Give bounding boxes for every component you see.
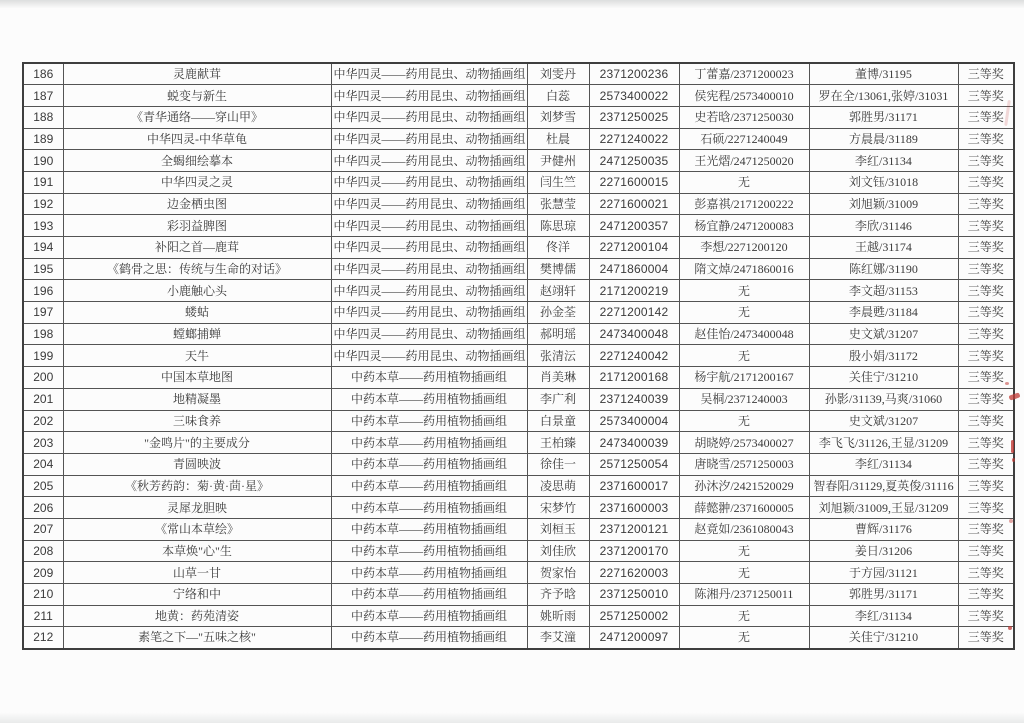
- cell-author: 陈思琼: [527, 215, 589, 237]
- cell-group: 中华四灵——药用昆虫、动物插画组: [331, 258, 527, 280]
- cell-author: 肖美琳: [527, 367, 589, 389]
- cell-teacher: 史文斌/31207: [809, 410, 958, 432]
- cell-award: 三等奖: [958, 388, 1014, 410]
- scan-edge-top: [0, 0, 1024, 10]
- cell-award: 三等奖: [958, 410, 1014, 432]
- cell-author: 白景童: [527, 410, 589, 432]
- cell-title: 本草焕"心"生: [63, 540, 331, 562]
- cell-no: 202: [23, 410, 63, 432]
- cell-collaborator: 侯宪程/2573400010: [679, 85, 809, 107]
- cell-author: 张慧莹: [527, 193, 589, 215]
- table-row: [23, 85, 1014, 107]
- cell-title: 彩羽益脾图: [63, 215, 331, 237]
- red-pen-scan-mark: [1005, 382, 1009, 385]
- cell-teacher: 王越/31174: [809, 237, 958, 259]
- cell-teacher: 曹辉/31176: [809, 518, 958, 540]
- cell-no: 197: [23, 302, 63, 324]
- cell-title: 地精凝墨: [63, 388, 331, 410]
- cell-teacher: 刘文钰/31018: [809, 171, 958, 193]
- cell-group: 中药本草——药用植物插画组: [331, 518, 527, 540]
- cell-no: 195: [23, 258, 63, 280]
- cell-student-id: 2573400004: [589, 410, 679, 432]
- cell-student-id: 2571250054: [589, 453, 679, 475]
- table-row: [23, 388, 1014, 410]
- cell-student-id: 2271620003: [589, 562, 679, 584]
- red-pen-scan-mark: [1012, 458, 1015, 462]
- red-pen-scan-mark: [1009, 519, 1013, 523]
- cell-student-id: 2171200219: [589, 280, 679, 302]
- cell-title: 蜕变与新生: [63, 85, 331, 107]
- cell-student-id: 2371250010: [589, 584, 679, 606]
- table-row: [23, 540, 1014, 562]
- scan-edge-bottom: [0, 711, 1024, 723]
- table-row: [23, 302, 1014, 324]
- cell-no: 201: [23, 388, 63, 410]
- cell-collaborator: 陈湘丹/2371250011: [679, 584, 809, 606]
- cell-student-id: 2271240042: [589, 345, 679, 367]
- cell-teacher: 郭胜男/31171: [809, 584, 958, 606]
- cell-collaborator: 无: [679, 410, 809, 432]
- cell-group: 中药本草——药用植物插画组: [331, 475, 527, 497]
- table-row: [23, 193, 1014, 215]
- cell-title: 《常山本草绘》: [63, 518, 331, 540]
- cell-author: 佟洋: [527, 237, 589, 259]
- cell-award: 三等奖: [958, 345, 1014, 367]
- cell-no: 205: [23, 475, 63, 497]
- cell-collaborator: 隋文焯/2471860016: [679, 258, 809, 280]
- cell-no: 199: [23, 345, 63, 367]
- table-row: [23, 63, 1014, 85]
- cell-title: "金鸣片"的主要成分: [63, 432, 331, 454]
- cell-collaborator: 丁蕾嘉/2371200023: [679, 63, 809, 85]
- cell-student-id: 2371600003: [589, 497, 679, 519]
- cell-student-id: 2573400022: [589, 85, 679, 107]
- cell-title: 小鹿触心头: [63, 280, 331, 302]
- cell-collaborator: 无: [679, 171, 809, 193]
- cell-teacher: 李晨甦/31184: [809, 302, 958, 324]
- cell-author: 李广利: [527, 388, 589, 410]
- cell-no: 206: [23, 497, 63, 519]
- cell-collaborator: 无: [679, 605, 809, 627]
- cell-group: 中药本草——药用植物插画组: [331, 453, 527, 475]
- cell-title: 中华四灵-中华草龟: [63, 128, 331, 150]
- cell-author: 刘佳欣: [527, 540, 589, 562]
- table-row: [23, 367, 1014, 389]
- cell-group: 中药本草——药用植物插画组: [331, 410, 527, 432]
- cell-author: 姚昕雨: [527, 605, 589, 627]
- cell-award: 三等奖: [958, 150, 1014, 172]
- cell-no: 194: [23, 237, 63, 259]
- cell-student-id: 2271200142: [589, 302, 679, 324]
- cell-author: 赵翊轩: [527, 280, 589, 302]
- cell-author: 宋梦竹: [527, 497, 589, 519]
- cell-group: 中华四灵——药用昆虫、动物插画组: [331, 237, 527, 259]
- cell-group: 中华四灵——药用昆虫、动物插画组: [331, 302, 527, 324]
- cell-no: 203: [23, 432, 63, 454]
- cell-collaborator: 无: [679, 345, 809, 367]
- cell-teacher: 方晨晨/31189: [809, 128, 958, 150]
- cell-student-id: 2271240022: [589, 128, 679, 150]
- cell-collaborator: 无: [679, 627, 809, 649]
- cell-no: 187: [23, 85, 63, 107]
- cell-title: 中国本草地图: [63, 367, 331, 389]
- table-row: [23, 237, 1014, 259]
- cell-collaborator: 史若晗/2371250030: [679, 106, 809, 128]
- cell-author: 孙金荃: [527, 302, 589, 324]
- table-row: [23, 518, 1014, 540]
- cell-teacher: 刘旭颖/31009: [809, 193, 958, 215]
- cell-title: 地黄：药苑清姿: [63, 605, 331, 627]
- cell-award: 三等奖: [958, 562, 1014, 584]
- cell-title: 灵犀龙胆映: [63, 497, 331, 519]
- cell-student-id: 2371200170: [589, 540, 679, 562]
- table-row: [23, 562, 1014, 584]
- cell-title: 青圆映波: [63, 453, 331, 475]
- red-pen-scan-mark: [1011, 440, 1014, 453]
- cell-teacher: 李红/31134: [809, 453, 958, 475]
- cell-no: 207: [23, 518, 63, 540]
- cell-student-id: 2371250025: [589, 106, 679, 128]
- table-row: [23, 453, 1014, 475]
- cell-group: 中药本草——药用植物插画组: [331, 605, 527, 627]
- cell-student-id: 2371240039: [589, 388, 679, 410]
- cell-award: 三等奖: [958, 497, 1014, 519]
- cell-award: 三等奖: [958, 323, 1014, 345]
- cell-group: 中药本草——药用植物插画组: [331, 627, 527, 649]
- cell-author: 闫生竺: [527, 171, 589, 193]
- cell-group: 中华四灵——药用昆虫、动物插画组: [331, 106, 527, 128]
- cell-award: 三等奖: [958, 367, 1014, 389]
- cell-group: 中药本草——药用植物插画组: [331, 562, 527, 584]
- cell-collaborator: 王光熠/2471250020: [679, 150, 809, 172]
- cell-award: 三等奖: [958, 540, 1014, 562]
- cell-collaborator: 杨宇航/2171200167: [679, 367, 809, 389]
- cell-student-id: 2471200097: [589, 627, 679, 649]
- cell-author: 刘梦雪: [527, 106, 589, 128]
- cell-title: 《青华通络——穿山甲》: [63, 106, 331, 128]
- table-row: [23, 345, 1014, 367]
- cell-title: 蝼蛄: [63, 302, 331, 324]
- table-row: [23, 584, 1014, 606]
- cell-collaborator: 无: [679, 302, 809, 324]
- cell-author: 樊博儒: [527, 258, 589, 280]
- cell-student-id: 2271200104: [589, 237, 679, 259]
- cell-collaborator: 彭嘉祺/2171200222: [679, 193, 809, 215]
- cell-teacher: 殷小娟/31172: [809, 345, 958, 367]
- cell-student-id: 2471250035: [589, 150, 679, 172]
- table-row: [23, 215, 1014, 237]
- cell-author: 白蕊: [527, 85, 589, 107]
- cell-no: 190: [23, 150, 63, 172]
- cell-teacher: 智春阳/31129,夏英俊/31116: [809, 475, 958, 497]
- cell-group: 中药本草——药用植物插画组: [331, 388, 527, 410]
- cell-award: 三等奖: [958, 584, 1014, 606]
- cell-group: 中华四灵——药用昆虫、动物插画组: [331, 345, 527, 367]
- cell-title: 山草一甘: [63, 562, 331, 584]
- cell-author: 刘桓玉: [527, 518, 589, 540]
- cell-collaborator: 唐晓雪/2571250003: [679, 453, 809, 475]
- table-row: [23, 258, 1014, 280]
- cell-author: 王柏臻: [527, 432, 589, 454]
- cell-collaborator: 薛懿翀/2371600005: [679, 497, 809, 519]
- cell-title: 三味食养: [63, 410, 331, 432]
- cell-student-id: 2271600021: [589, 193, 679, 215]
- cell-collaborator: 胡晓婷/2573400027: [679, 432, 809, 454]
- cell-award: 三等奖: [958, 193, 1014, 215]
- cell-title: 中华四灵之灵: [63, 171, 331, 193]
- cell-no: 192: [23, 193, 63, 215]
- red-pen-scan-mark: [1008, 626, 1012, 630]
- cell-teacher: 郭胜男/31171: [809, 106, 958, 128]
- cell-award: 三等奖: [958, 128, 1014, 150]
- cell-group: 中华四灵——药用昆虫、动物插画组: [331, 323, 527, 345]
- cell-group: 中药本草——药用植物插画组: [331, 432, 527, 454]
- cell-teacher: 董博/31195: [809, 63, 958, 85]
- cell-no: 196: [23, 280, 63, 302]
- cell-title: 《鹤骨之思：传统与生命的对话》: [63, 258, 331, 280]
- cell-author: 齐予晗: [527, 584, 589, 606]
- cell-award: 三等奖: [958, 475, 1014, 497]
- cell-no: 208: [23, 540, 63, 562]
- cell-award: 三等奖: [958, 627, 1014, 649]
- cell-award: 三等奖: [958, 280, 1014, 302]
- cell-no: 186: [23, 63, 63, 85]
- cell-collaborator: 赵佳怡/2473400048: [679, 323, 809, 345]
- table-row: [23, 280, 1014, 302]
- table-row: [23, 106, 1014, 128]
- cell-collaborator: 孙沐汐/2421520029: [679, 475, 809, 497]
- cell-teacher: 刘旭颖/31009,王显/31209: [809, 497, 958, 519]
- cell-no: 188: [23, 106, 63, 128]
- cell-student-id: 2473400039: [589, 432, 679, 454]
- table-row: [23, 497, 1014, 519]
- cell-teacher: 于方园/31121: [809, 562, 958, 584]
- cell-group: 中华四灵——药用昆虫、动物插画组: [331, 280, 527, 302]
- cell-title: 螳螂捕蝉: [63, 323, 331, 345]
- table-row: [23, 475, 1014, 497]
- table-row: [23, 627, 1014, 649]
- cell-award: 三等奖: [958, 258, 1014, 280]
- cell-no: 204: [23, 453, 63, 475]
- table-row: [23, 410, 1014, 432]
- cell-collaborator: 无: [679, 562, 809, 584]
- cell-author: 刘雯丹: [527, 63, 589, 85]
- table-row: [23, 323, 1014, 345]
- cell-group: 中华四灵——药用昆虫、动物插画组: [331, 128, 527, 150]
- cell-award: 三等奖: [958, 518, 1014, 540]
- cell-teacher: 罗在全/13061,张婷/31031: [809, 85, 958, 107]
- cell-student-id: 2473400048: [589, 323, 679, 345]
- cell-collaborator: 李想/2271200120: [679, 237, 809, 259]
- cell-award: 三等奖: [958, 605, 1014, 627]
- table-row: [23, 150, 1014, 172]
- cell-collaborator: 吴桐/2371240003: [679, 388, 809, 410]
- cell-award: 三等奖: [958, 171, 1014, 193]
- cell-teacher: 李飞飞/31126,王显/31209: [809, 432, 958, 454]
- cell-student-id: 2271600015: [589, 171, 679, 193]
- cell-title: 边金栖虫图: [63, 193, 331, 215]
- cell-teacher: 姜日/31206: [809, 540, 958, 562]
- cell-award: 三等奖: [958, 63, 1014, 85]
- cell-no: 209: [23, 562, 63, 584]
- cell-group: 中华四灵——药用昆虫、动物插画组: [331, 85, 527, 107]
- cell-group: 中华四灵——药用昆虫、动物插画组: [331, 171, 527, 193]
- cell-collaborator: 无: [679, 540, 809, 562]
- cell-no: 193: [23, 215, 63, 237]
- cell-collaborator: 石硕/2271240049: [679, 128, 809, 150]
- cell-award: 三等奖: [958, 432, 1014, 454]
- cell-title: 灵鹿献茸: [63, 63, 331, 85]
- cell-award: 三等奖: [958, 215, 1014, 237]
- cell-group: 中药本草——药用植物插画组: [331, 367, 527, 389]
- cell-no: 198: [23, 323, 63, 345]
- cell-title: 素笔之下—"五味之核": [63, 627, 331, 649]
- cell-award: 三等奖: [958, 302, 1014, 324]
- cell-student-id: 2571250002: [589, 605, 679, 627]
- table-row: [23, 432, 1014, 454]
- cell-award: 三等奖: [958, 106, 1014, 128]
- cell-title: 天牛: [63, 345, 331, 367]
- cell-teacher: 孙影/31139,马爽/31060: [809, 388, 958, 410]
- cell-student-id: 2371200236: [589, 63, 679, 85]
- cell-author: 杜晨: [527, 128, 589, 150]
- cell-student-id: 2471860004: [589, 258, 679, 280]
- awards-table: [22, 62, 1015, 650]
- cell-teacher: 关佳宁/31210: [809, 627, 958, 649]
- cell-no: 189: [23, 128, 63, 150]
- table-row: [23, 605, 1014, 627]
- cell-award: 三等奖: [958, 85, 1014, 107]
- cell-no: 191: [23, 171, 63, 193]
- cell-group: 中华四灵——药用昆虫、动物插画组: [331, 150, 527, 172]
- cell-teacher: 陈红娜/31190: [809, 258, 958, 280]
- cell-teacher: 李红/31134: [809, 605, 958, 627]
- cell-award: 三等奖: [958, 237, 1014, 259]
- cell-collaborator: 无: [679, 280, 809, 302]
- cell-no: 212: [23, 627, 63, 649]
- awards-table-body: [23, 63, 1014, 649]
- table-row: [23, 128, 1014, 150]
- cell-group: 中药本草——药用植物插画组: [331, 584, 527, 606]
- cell-title: 全蝎细绘摹本: [63, 150, 331, 172]
- cell-author: 尹健州: [527, 150, 589, 172]
- cell-no: 210: [23, 584, 63, 606]
- cell-award: 三等奖: [958, 453, 1014, 475]
- cell-collaborator: 赵竟如/2361080043: [679, 518, 809, 540]
- cell-title: 《秋芳药韵：菊·黄·茴·星》: [63, 475, 331, 497]
- cell-title: 补阳之首—鹿茸: [63, 237, 331, 259]
- cell-author: 贺家怡: [527, 562, 589, 584]
- cell-group: 中华四灵——药用昆虫、动物插画组: [331, 63, 527, 85]
- cell-teacher: 李红/31134: [809, 150, 958, 172]
- cell-group: 中药本草——药用植物插画组: [331, 540, 527, 562]
- cell-group: 中华四灵——药用昆虫、动物插画组: [331, 193, 527, 215]
- cell-author: 徐佳一: [527, 453, 589, 475]
- cell-group: 中华四灵——药用昆虫、动物插画组: [331, 215, 527, 237]
- cell-no: 200: [23, 367, 63, 389]
- cell-author: 李艾潼: [527, 627, 589, 649]
- cell-student-id: 2171200168: [589, 367, 679, 389]
- cell-teacher: 关佳宁/31210: [809, 367, 958, 389]
- cell-teacher: 史文斌/31207: [809, 323, 958, 345]
- cell-teacher: 李欣/31146: [809, 215, 958, 237]
- cell-author: 郝明瑶: [527, 323, 589, 345]
- cell-no: 211: [23, 605, 63, 627]
- table-row: [23, 171, 1014, 193]
- cell-student-id: 2371600017: [589, 475, 679, 497]
- cell-author: 凌思萌: [527, 475, 589, 497]
- cell-teacher: 李文超/31153: [809, 280, 958, 302]
- cell-student-id: 2371200121: [589, 518, 679, 540]
- cell-author: 张清沄: [527, 345, 589, 367]
- cell-group: 中药本草——药用植物插画组: [331, 497, 527, 519]
- cell-title: 宁络和中: [63, 584, 331, 606]
- cell-collaborator: 杨宜静/2471200083: [679, 215, 809, 237]
- cell-student-id: 2471200357: [589, 215, 679, 237]
